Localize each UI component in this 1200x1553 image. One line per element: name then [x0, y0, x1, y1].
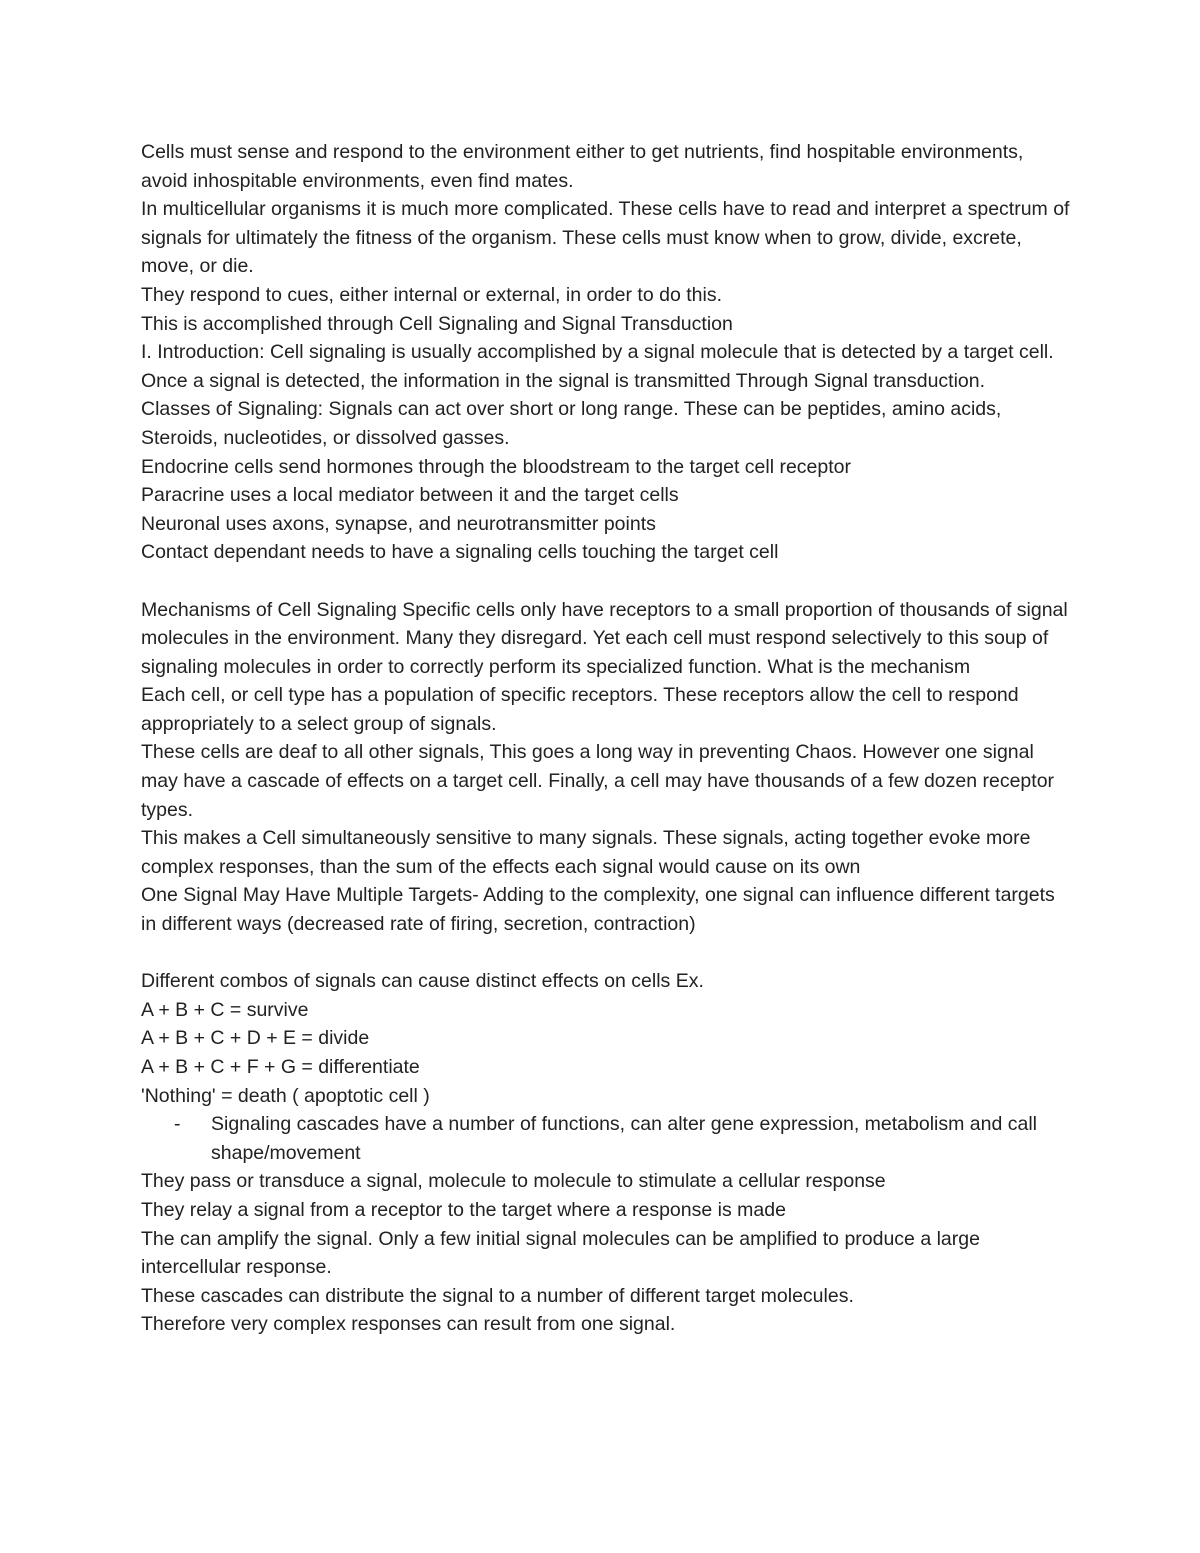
- paragraph: Contact dependant needs to have a signaling cells touching the target cell: [141, 541, 779, 564]
- paragraph: Classes of Signaling: Signals can act over short or long range. These can be peptides, amino acids, Steroids, nucleotides, or dissolved gasses.: [141, 398, 1002, 449]
- paragraph: This makes a Cell simultaneously sensitive to many signals. These signals, acting together evoke more complex responses, than the sum of the effects each signal would cause on its own: [141, 827, 1031, 878]
- formula-line: A + B + C + D + E = divide: [141, 1027, 370, 1050]
- paragraph: These cells are deaf to all other signals, This goes a long way in preventing Chaos. However one signal may have a cascade of effects on a target cell. Finally, a cell may have thousands of a few dozen receptor types.: [141, 741, 1055, 821]
- paragraph: They pass or transduce a signal, molecule to molecule to stimulate a cellular response: [141, 1170, 886, 1193]
- paragraph: Mechanisms of Cell Signaling Specific cells only have receptors to a small proportion of thousands of signal molecules in the environment. Many they disregard. Yet each cell must respond selectively to this soup of signaling molecules in order to correctly perform its specialized function. What is the mechanism: [141, 598, 1068, 678]
- paragraph: Therefore very complex responses can result from one signal.: [141, 1313, 676, 1336]
- paragraph: Cells must sense and respond to the environment either to get nutrients, find hospitable environments, avoid inhospitable environments, even find mates.: [141, 141, 1024, 192]
- paragraph: These cascades can distribute the signal to a number of different target molecules.: [141, 1284, 854, 1307]
- paragraph: Neuronal uses axons, synapse, and neurotransmitter points: [141, 512, 656, 535]
- paragraph: Endocrine cells send hormones through the bloodstream to the target cell receptor: [141, 455, 851, 478]
- bullet-item: [141, 1110, 1071, 1167]
- formula-line: A + B + C + F + G = differentiate: [141, 1056, 420, 1078]
- paragraph: Different combos of signals can cause distinct effects on cells Ex.: [141, 970, 704, 993]
- paragraph: This is accomplished through Cell Signaling and Signal Transduction: [141, 312, 733, 335]
- paragraph: I. Introduction: Cell signaling is usually accomplished by a signal molecule that is detected by a target cell. Once a signal is detected, the information in the signal is transmitted Through Signal transduction.: [141, 341, 1054, 392]
- formula-line: A + B + C = survive: [141, 998, 309, 1021]
- blank-line: [141, 939, 1071, 968]
- bullet-marker: -: [174, 1113, 181, 1136]
- paragraph: One Signal May Have Multiple Targets- Adding to the complexity, one signal can influence different targets in different ways (decreased rate of firing, secretion, contraction): [141, 884, 1055, 936]
- document-page: [141, 138, 1071, 1339]
- paragraph: Paracrine uses a local mediator between it and the target cells: [141, 484, 679, 507]
- blank-line: [141, 567, 1071, 596]
- bullet-text: Signaling cascades have a number of functions, can alter gene expression, metabolism and call shape/movement: [211, 1113, 1037, 1164]
- paragraph: In multicellular organisms it is much more complicated. These cells have to read and interpret a spectrum of signals for ultimately the fitness of the organism. These cells must know when to grow, divide, excrete, move, or die.: [141, 198, 1070, 278]
- paragraph: Each cell, or cell type has a population of specific receptors. These receptors allow the cell to respond appropriately to a select group of signals.: [141, 684, 1019, 735]
- paragraph: The can amplify the signal. Only a few initial signal molecules can be amplified to produce a large intercellular response.: [141, 1227, 980, 1279]
- paragraph: They respond to cues, either internal or external, in order to do this.: [141, 283, 722, 306]
- paragraph: They relay a signal from a receptor to the target where a response is made: [141, 1198, 786, 1221]
- formula-line: 'Nothing' = death ( apoptotic cell ): [141, 1084, 430, 1107]
